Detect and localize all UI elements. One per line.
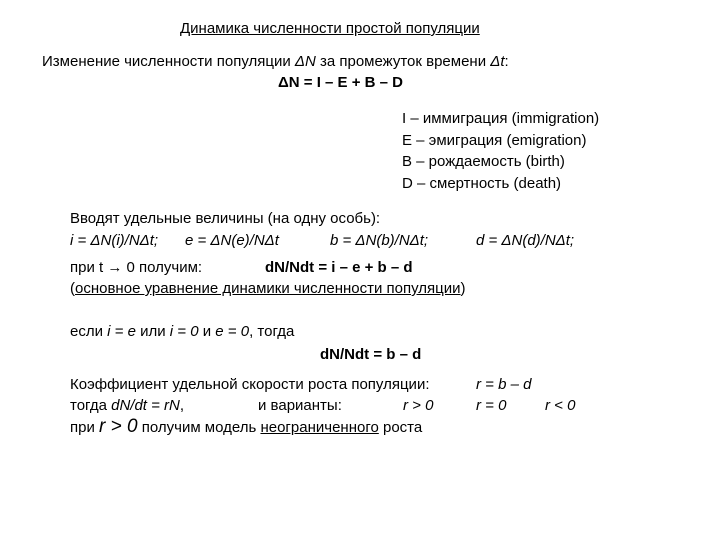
limit-note	[70, 280, 466, 298]
limit-prefix: при t → 0 получим:	[70, 259, 203, 276]
condition-if: если	[70, 323, 108, 340]
final-line	[70, 418, 422, 437]
growth-coef-formula: r = b – d	[476, 376, 532, 393]
specific-intro: Вводят удельные величины (на одну особь):	[70, 210, 381, 227]
final-r: r > 0	[99, 416, 138, 437]
formula-e: e = ΔN(e)/NΔt	[185, 232, 279, 249]
note-close-paren: )	[460, 280, 466, 297]
note-text: основное уравнение динамики численности популяции	[75, 280, 461, 297]
then-comma: ,	[179, 397, 185, 414]
final-prefix: при	[70, 419, 100, 436]
definition-immigration: I – иммиграция (immigration)	[402, 110, 600, 127]
final-end: роста	[378, 419, 423, 436]
then-word: тогда	[70, 397, 112, 414]
reduced-equation: dN/Ndt = b – d	[320, 346, 422, 363]
condition-then: , тогда	[249, 323, 295, 340]
condition-or: или	[135, 323, 170, 340]
formula-i: i = ΔN(i)/NΔt;	[70, 232, 159, 249]
limit-equation: dN/Ndt = i – e + b – d	[265, 259, 413, 276]
condition-and: и	[198, 323, 216, 340]
then-formula: dN/dt = rN	[111, 397, 180, 414]
final-mid: получим модель	[137, 419, 261, 436]
condition-part3: e = 0	[215, 323, 250, 340]
growth-then-line	[70, 397, 184, 415]
variants-label: и варианты:	[258, 397, 342, 414]
intro-dt: Δt	[490, 53, 505, 70]
intro-text-end: :	[504, 53, 509, 70]
condition-part2: i = 0	[169, 323, 199, 340]
intro-line	[42, 53, 509, 71]
condition-part1: i = e	[107, 323, 136, 340]
variant-negative: r < 0	[545, 397, 576, 414]
intro-text-mid: за промежуток времени	[315, 53, 491, 70]
definition-emigration: E – эмиграция (emigration)	[402, 132, 587, 149]
variant-zero: r = 0	[476, 397, 507, 414]
intro-dN: ΔN	[294, 53, 316, 70]
intro-text-before: Изменение численности популяции	[42, 53, 295, 70]
final-underlined: неограниченного	[260, 419, 379, 436]
formula-d: d = ΔN(d)/NΔt;	[476, 232, 575, 249]
variant-positive: r > 0	[403, 397, 434, 414]
slide-title: Динамика численности простой популяции	[180, 20, 480, 37]
growth-coef-label: Коэффициент удельной скорости роста популяции:	[70, 376, 430, 393]
main-equation: ΔN = I – E + B – D	[278, 74, 403, 91]
definition-death: D – смертность (death)	[402, 175, 562, 192]
condition-line	[70, 323, 294, 341]
formula-b: b = ΔN(b)/NΔt;	[330, 232, 429, 249]
note-open-paren: (	[70, 280, 75, 297]
definition-birth: B – рождаемость (birth)	[402, 153, 565, 170]
